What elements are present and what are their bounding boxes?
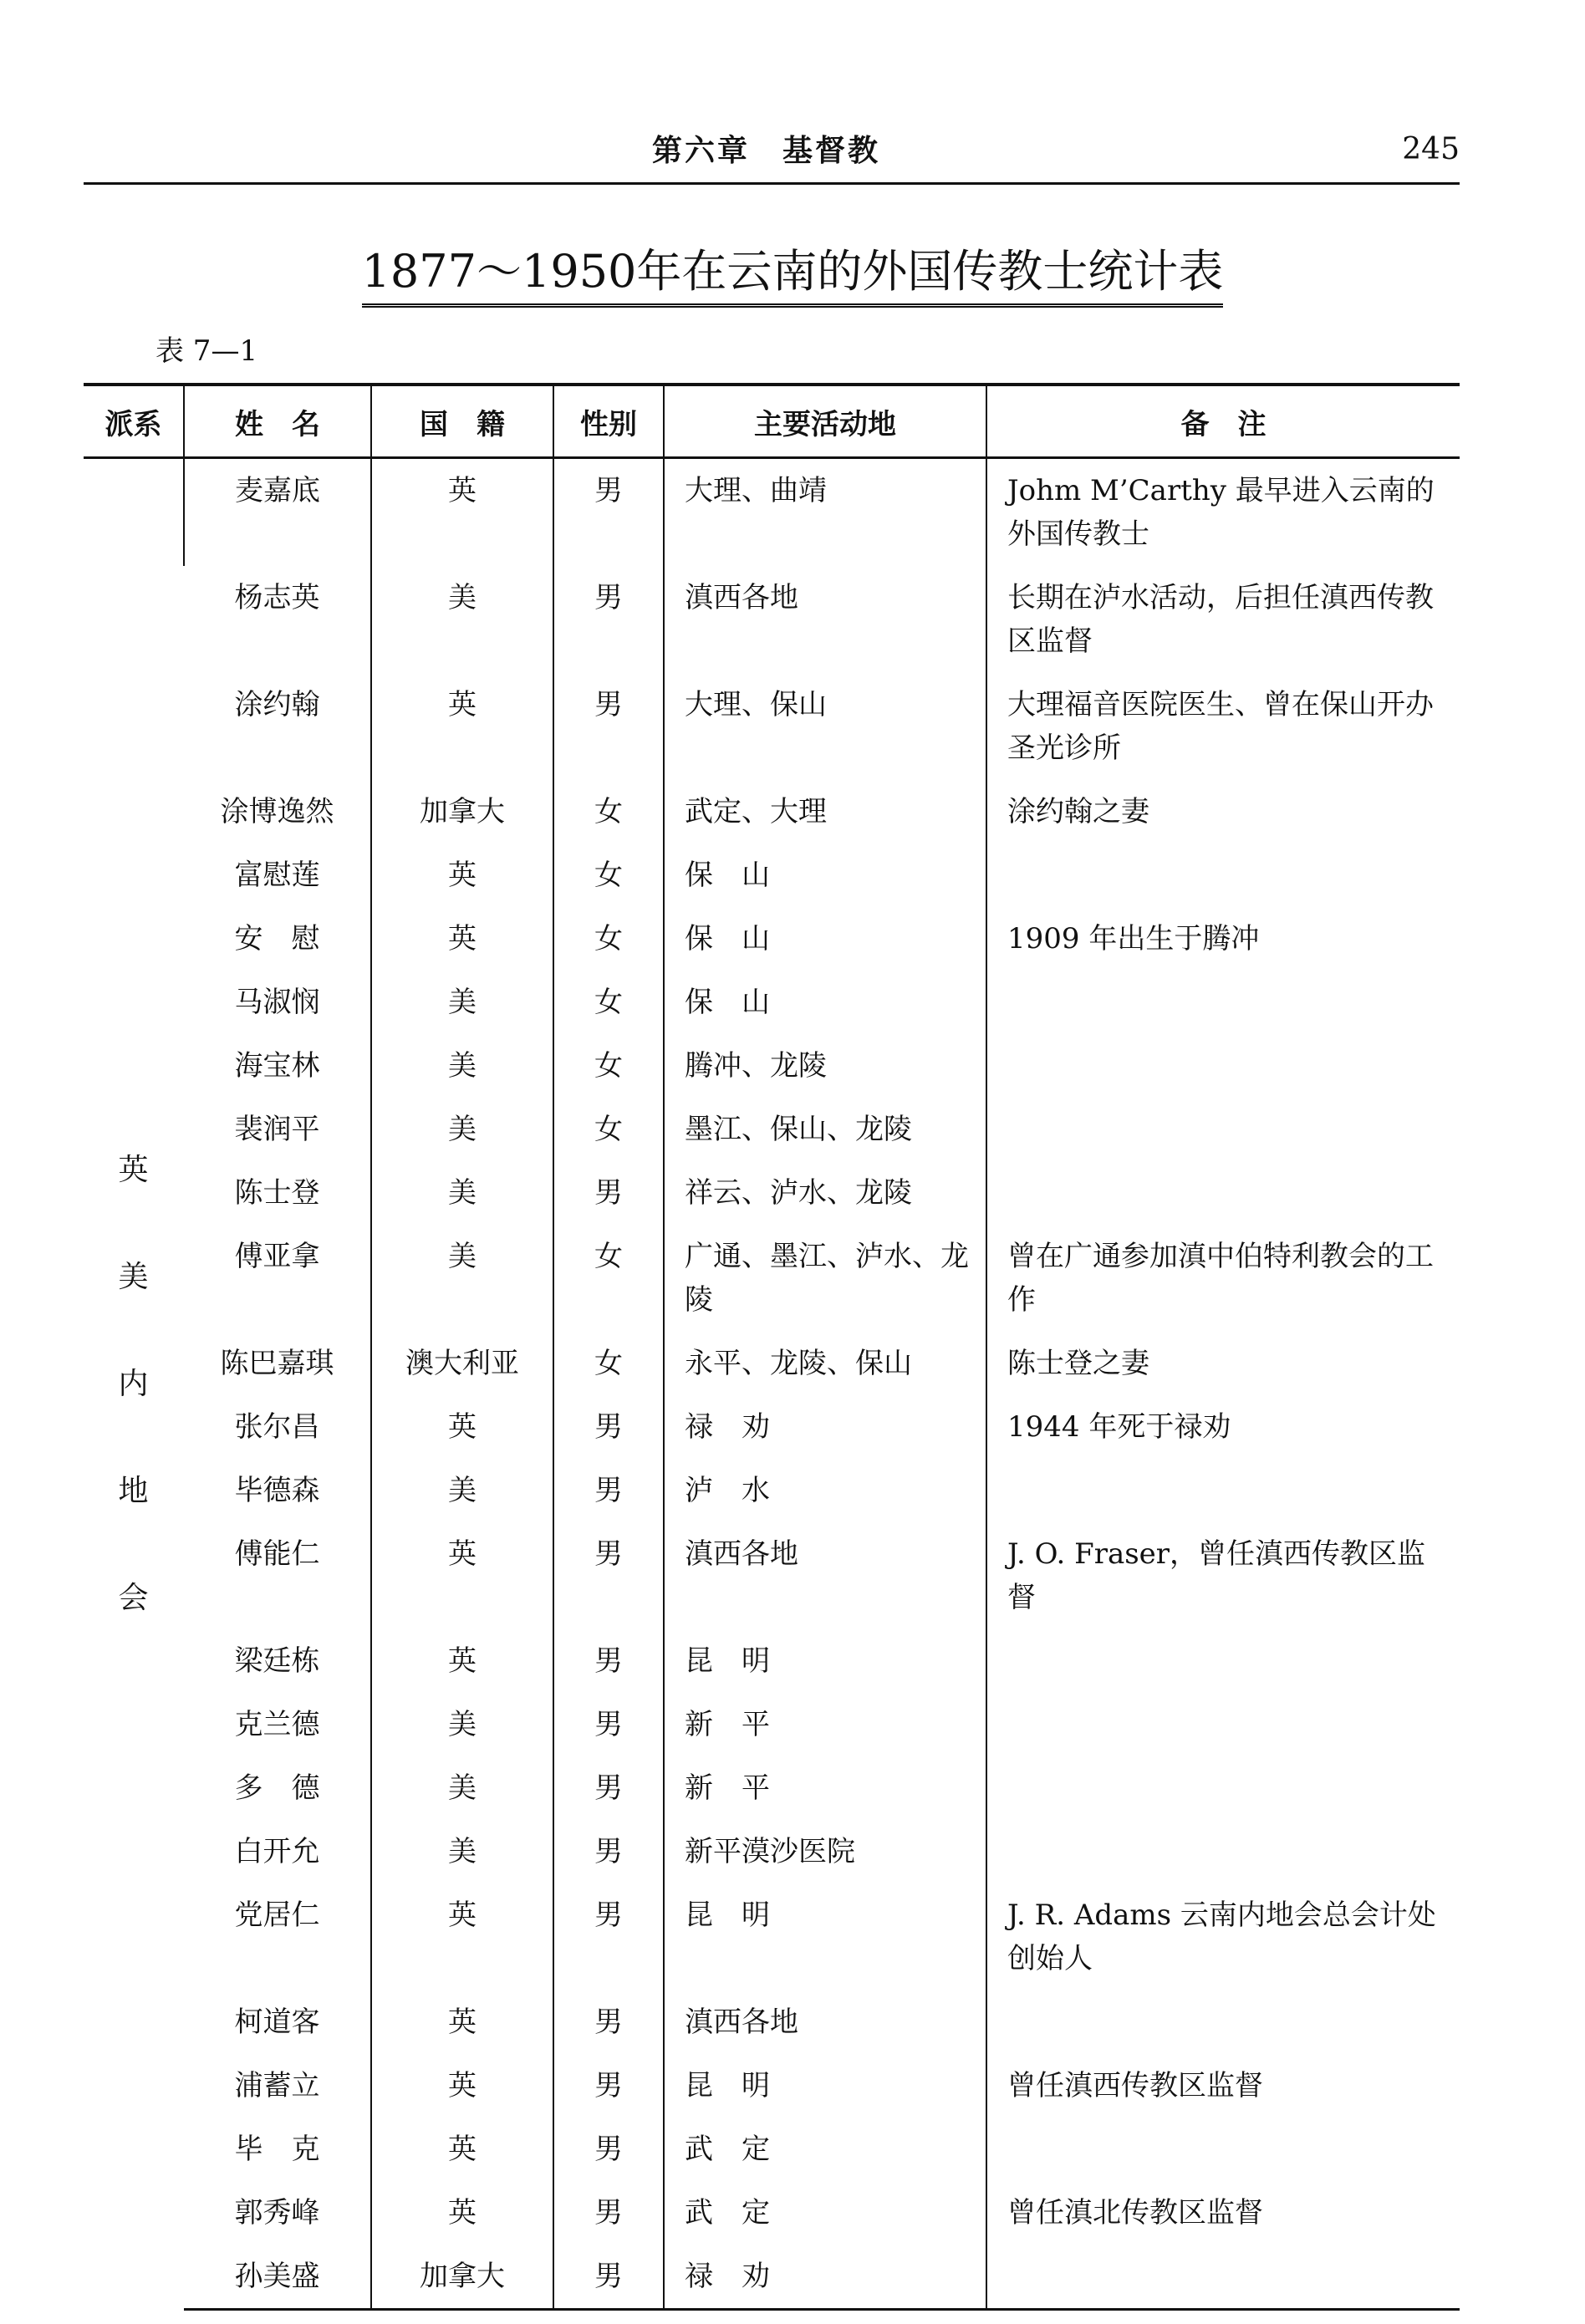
table-number: 表 7—1 <box>155 334 258 368</box>
sex-cell: 女 <box>553 1332 664 1395</box>
name-cell: 郭秀峰 <box>234 2196 320 2230</box>
table-row <box>84 1332 1460 1395</box>
note-cell: 曾任滇北传教区监督 <box>986 2181 1460 2245</box>
nationality-cell: 美 <box>371 1459 553 1522</box>
data-table <box>84 383 1460 2311</box>
place-cell: 腾冲、龙陵 <box>664 1034 986 1098</box>
nationality-cell: 美 <box>371 1693 553 1756</box>
sex-cell: 女 <box>553 780 664 843</box>
nationality-cell: 美 <box>371 1098 553 1161</box>
group-cell <box>84 458 184 2310</box>
place-cell: 禄 劝 <box>664 1395 986 1459</box>
table-body <box>84 458 1460 2310</box>
place-cell: 墨江、保山、龙陵 <box>664 1098 986 1161</box>
sex-cell: 男 <box>553 1522 664 1629</box>
note-cell: J. O. Fraser，曾任滇西传教区监督 <box>986 1522 1460 1629</box>
col-header-nationality: 国 籍 <box>371 385 553 458</box>
sex-cell: 女 <box>553 1098 664 1161</box>
chapter-title: 第六章 基督教 <box>652 134 881 168</box>
name-cell: 浦蓄立 <box>234 2069 320 2102</box>
nationality-cell: 美 <box>371 1756 553 1820</box>
name-cell: 孙美盛 <box>184 2245 371 2310</box>
nationality-cell: 英 <box>371 458 553 567</box>
running-head <box>84 117 1460 184</box>
sex-cell: 男 <box>553 1161 664 1225</box>
sex-cell: 女 <box>553 1225 664 1332</box>
table-title: 1877～1950年在云南的外国传教士统计表 <box>362 236 1224 308</box>
place-cell: 滇西各地 <box>664 566 986 673</box>
note-cell <box>986 1990 1460 2054</box>
place-cell: 武定、大理 <box>664 780 986 843</box>
name-cell: 杨志英 <box>234 581 320 614</box>
place-cell: 昆 明 <box>664 1629 986 1693</box>
sex-cell: 男 <box>553 1883 664 1990</box>
place-cell: 禄 劝 <box>664 2245 986 2310</box>
note-cell <box>986 1034 1460 1098</box>
sex-cell: 男 <box>553 2118 664 2181</box>
name-cell: 傅亚拿 <box>234 1240 320 1273</box>
table-row <box>84 2118 1460 2181</box>
page-number: 245 <box>1402 132 1460 166</box>
nationality-cell: 英 <box>371 1883 553 1990</box>
nationality-cell: 英 <box>371 2181 553 2245</box>
sex-cell: 女 <box>553 1034 664 1098</box>
nationality-cell: 英 <box>371 907 553 971</box>
sex-cell: 男 <box>553 566 664 673</box>
header-row <box>84 385 1460 458</box>
table-row <box>84 1161 1460 1225</box>
col-header-place: 主要活动地 <box>664 385 986 458</box>
sex-cell: 男 <box>553 673 664 780</box>
sex-cell: 男 <box>553 1459 664 1522</box>
nationality-cell: 英 <box>371 1629 553 1693</box>
name-cell: 裴润平 <box>234 1113 320 1146</box>
table-row <box>84 1225 1460 1332</box>
note-cell: 大理福音医院医生、曾在保山开办圣光诊所 <box>986 673 1460 780</box>
group-label: 英美内地会 <box>118 1152 149 1615</box>
sex-cell: 男 <box>553 1990 664 2054</box>
note-cell <box>986 1161 1460 1225</box>
note-cell: 曾任滇西传教区监督 <box>986 2054 1460 2118</box>
nationality-cell: 加拿大 <box>371 2245 553 2310</box>
place-cell: 保 山 <box>664 907 986 971</box>
nationality-cell: 英 <box>371 843 553 907</box>
header-rule <box>84 182 1460 185</box>
note-cell <box>986 2245 1460 2310</box>
note-cell <box>986 1459 1460 1522</box>
sex-cell: 男 <box>553 1395 664 1459</box>
nationality-cell: 英 <box>371 1395 553 1459</box>
sex-cell: 男 <box>553 1629 664 1693</box>
sex-cell: 男 <box>553 2054 664 2118</box>
note-cell: 长期在泸水活动，后担任滇西传教区监督 <box>986 566 1460 673</box>
missionary-table <box>84 383 1460 2311</box>
place-cell: 新 平 <box>664 1693 986 1756</box>
nationality-cell: 美 <box>371 1034 553 1098</box>
sex-cell: 女 <box>553 843 664 907</box>
table-row <box>84 1522 1460 1629</box>
place-cell: 武 定 <box>664 2181 986 2245</box>
name-cell: 白开允 <box>234 1835 320 1868</box>
note-cell: 陈士登之妻 <box>986 1332 1460 1395</box>
place-cell: 新 平 <box>664 1756 986 1820</box>
place-cell: 祥云、泸水、龙陵 <box>664 1161 986 1225</box>
note-cell: 曾在广通参加滇中伯特利教会的工作 <box>986 1225 1460 1332</box>
table-row <box>84 843 1460 907</box>
name-cell: 张尔昌 <box>234 1410 320 1444</box>
sex-cell: 男 <box>553 1820 664 1883</box>
name-cell: 陈士登 <box>234 1176 320 1210</box>
name-cell: 涂博逸然 <box>220 795 334 828</box>
name-cell: 傅能仁 <box>234 1537 320 1571</box>
nationality-cell: 美 <box>371 971 553 1034</box>
table-row <box>84 1883 1460 1990</box>
note-cell <box>986 1820 1460 1883</box>
place-cell: 泸 水 <box>664 1459 986 1522</box>
nationality-cell: 英 <box>371 673 553 780</box>
name-cell: 多 德 <box>234 1771 320 1805</box>
nationality-cell: 加拿大 <box>371 780 553 843</box>
nationality-cell: 英 <box>371 2118 553 2181</box>
name-cell: 陈巴嘉琪 <box>220 1347 334 1380</box>
table-row <box>84 1693 1460 1756</box>
table-row <box>84 1756 1460 1820</box>
name-cell: 毕德森 <box>234 1474 320 1507</box>
nationality-cell: 英 <box>371 1990 553 2054</box>
note-cell <box>986 971 1460 1034</box>
note-cell <box>986 1756 1460 1820</box>
place-cell: 大理、曲靖 <box>664 458 986 567</box>
table-title-wrap <box>0 236 1585 308</box>
name-cell: 海宝林 <box>234 1049 320 1083</box>
name-cell: 梁廷栋 <box>234 1644 320 1678</box>
name-cell: 安 慰 <box>234 922 320 956</box>
name-cell: 富慰莲 <box>234 859 320 892</box>
place-cell: 保 山 <box>664 843 986 907</box>
note-cell: J. R. Adams 云南内地会总会计处创始人 <box>986 1883 1460 1990</box>
note-cell <box>986 843 1460 907</box>
nationality-cell: 美 <box>371 1161 553 1225</box>
nationality-cell: 英 <box>371 1522 553 1629</box>
nationality-cell: 美 <box>371 1225 553 1332</box>
col-header-group: 派系 <box>84 385 184 458</box>
note-cell <box>986 2118 1460 2181</box>
col-header-note: 备 注 <box>986 385 1460 458</box>
name-cell: 涂约翰 <box>234 688 320 721</box>
place-cell: 广通、墨江、泸水、龙 陵 <box>664 1225 986 1332</box>
note-cell: Johm M’Carthy 最早进入云南的外国传教士 <box>986 458 1460 567</box>
name-cell: 毕 克 <box>234 2133 320 2166</box>
table-row <box>84 1990 1460 2054</box>
sex-cell: 男 <box>553 1756 664 1820</box>
nationality-cell: 英 <box>371 2054 553 2118</box>
note-cell: 涂约翰之妻 <box>986 780 1460 843</box>
table-row <box>84 1459 1460 1522</box>
table-row <box>84 1034 1460 1098</box>
sex-cell: 男 <box>553 458 664 567</box>
table-row <box>84 1820 1460 1883</box>
nationality-cell: 美 <box>371 566 553 673</box>
table-row <box>84 780 1460 843</box>
table-row <box>84 1395 1460 1459</box>
table-row <box>84 2245 1460 2310</box>
note-cell: 1909 年出生于腾冲 <box>986 907 1460 971</box>
note-cell: 1944 年死于禄劝 <box>986 1395 1460 1459</box>
note-cell <box>986 1629 1460 1693</box>
col-header-sex: 性别 <box>553 385 664 458</box>
place-cell: 昆 明 <box>664 2054 986 2118</box>
place-cell: 大理、保山 <box>664 673 986 780</box>
table-row <box>84 458 1460 567</box>
place-cell: 昆 明 <box>664 1883 986 1990</box>
nationality-cell: 澳大利亚 <box>371 1332 553 1395</box>
table-row <box>84 2181 1460 2245</box>
name-cell: 麦嘉底 <box>184 458 371 567</box>
place-cell: 保 山 <box>664 971 986 1034</box>
sex-cell: 男 <box>553 1693 664 1756</box>
sex-cell: 男 <box>553 2181 664 2245</box>
table-row <box>84 1629 1460 1693</box>
place-cell: 武 定 <box>664 2118 986 2181</box>
sex-cell: 男 <box>553 2245 664 2310</box>
col-header-name: 姓 名 <box>184 385 371 458</box>
note-cell <box>986 1098 1460 1161</box>
nationality-cell: 美 <box>371 1820 553 1883</box>
table-row <box>84 566 1460 673</box>
place-cell: 新平漠沙医院 <box>664 1820 986 1883</box>
place-cell: 滇西各地 <box>664 1522 986 1629</box>
table-row <box>84 971 1460 1034</box>
name-cell: 柯道客 <box>234 2005 320 2039</box>
table-row <box>84 2054 1460 2118</box>
name-cell: 马淑悯 <box>234 986 320 1019</box>
sex-cell: 女 <box>553 907 664 971</box>
place-cell: 滇西各地 <box>664 1990 986 2054</box>
table-row <box>84 907 1460 971</box>
name-cell: 克兰德 <box>234 1708 320 1741</box>
place-cell: 永平、龙陵、保山 <box>664 1332 986 1395</box>
name-cell: 党居仁 <box>234 1898 320 1932</box>
table-row <box>84 673 1460 780</box>
note-cell <box>986 1693 1460 1756</box>
table-row <box>84 1098 1460 1161</box>
sex-cell: 女 <box>553 971 664 1034</box>
